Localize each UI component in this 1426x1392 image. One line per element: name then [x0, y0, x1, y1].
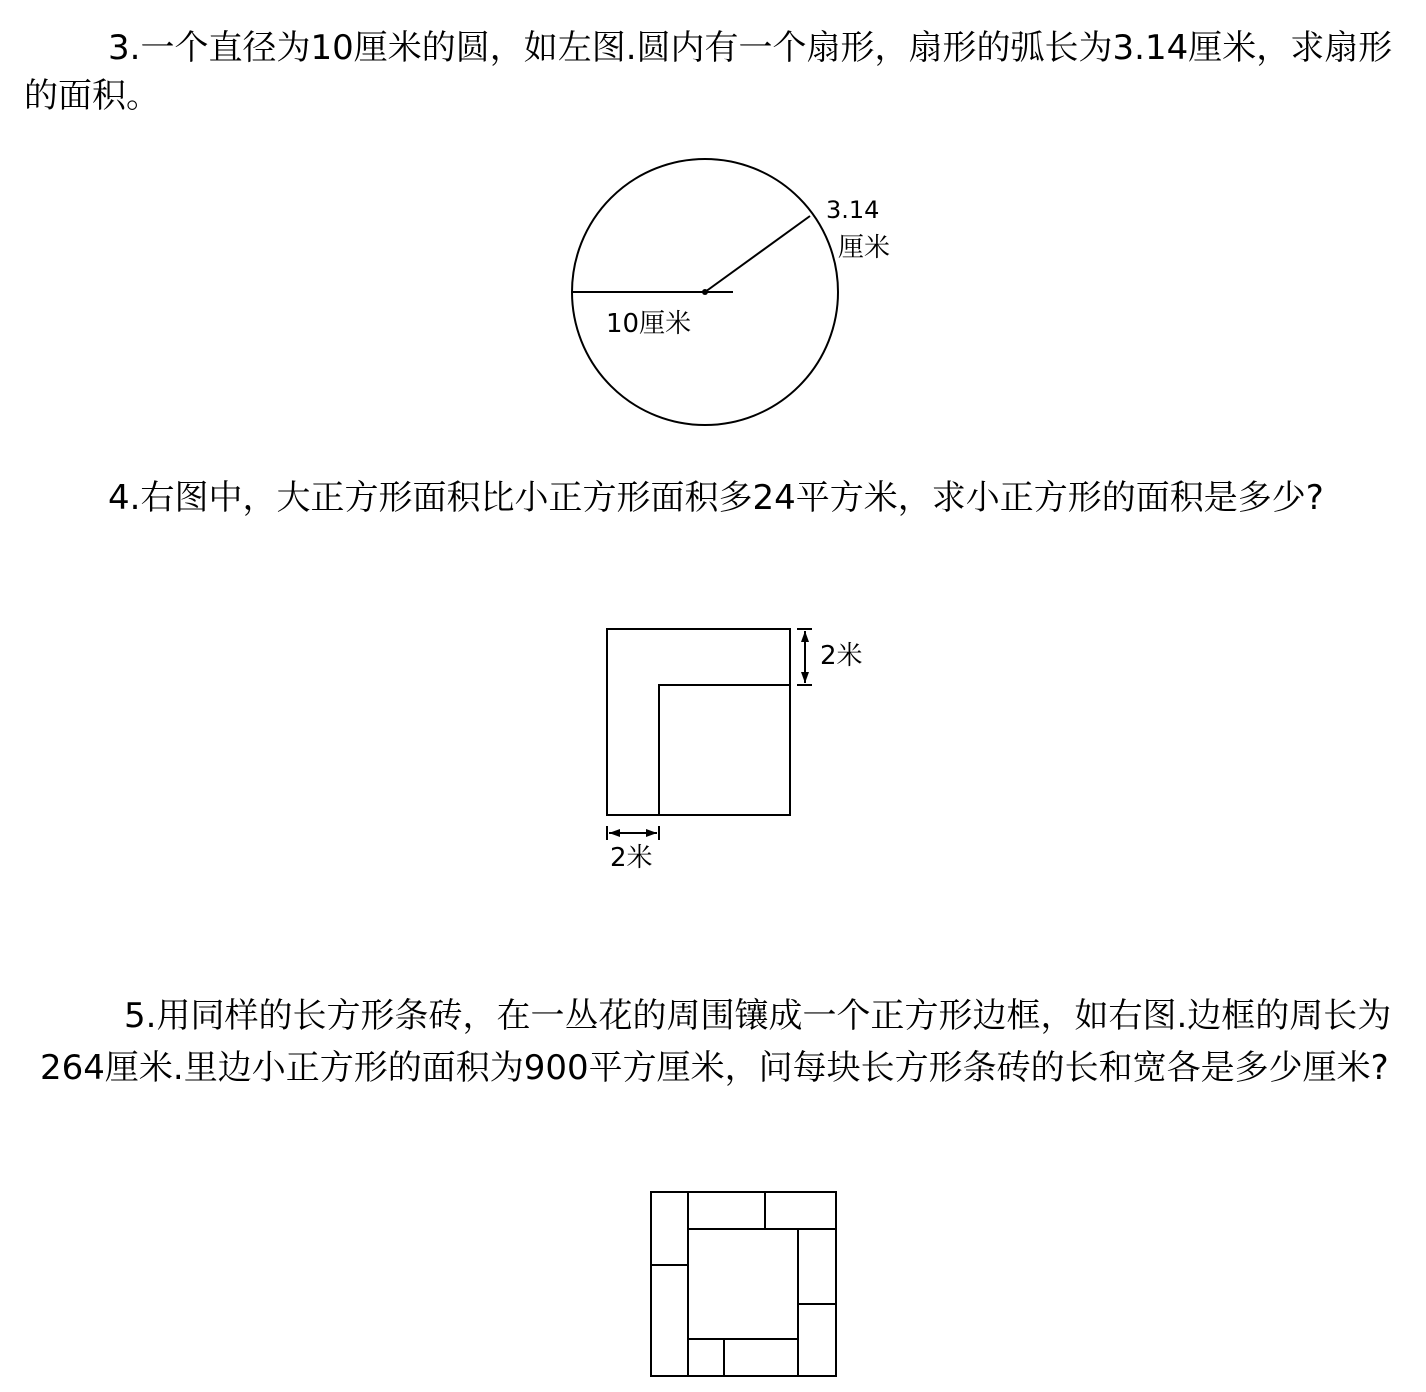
problem-4-number: 4. [108, 478, 141, 518]
problem-4-body: 右图中，大正方形面积比小正方形面积多24平方米，求小正方形的面积是多少? [140, 478, 1324, 518]
problem-3-body: 一个直径为10厘米的圆，如左图.圆内有一个扇形，扇形的弧长为3.14厘米，求扇形的面积。 [24, 28, 1393, 116]
arc-length-label-unit: 厘米 [838, 233, 891, 263]
problem-5-number: 5. [124, 996, 157, 1036]
bottom-gap-label: 2米 [610, 843, 653, 873]
top-gap-label: 2米 [820, 641, 863, 671]
inner-square [688, 1229, 798, 1339]
diameter-label: 10厘米 [606, 309, 692, 339]
arc-length-label-number: 3.14 [826, 196, 880, 224]
problem-5-body: 用同样的长方形条砖，在一丛花的周围镶成一个正方形边框，如右图.边框的周长为264厘米.里边小正方形的面积为900平方厘米，问每块长方形条砖的长和宽各是多少厘米? [40, 996, 1392, 1088]
problem-3-number: 3. [108, 28, 141, 68]
outer-frame [651, 1192, 836, 1376]
